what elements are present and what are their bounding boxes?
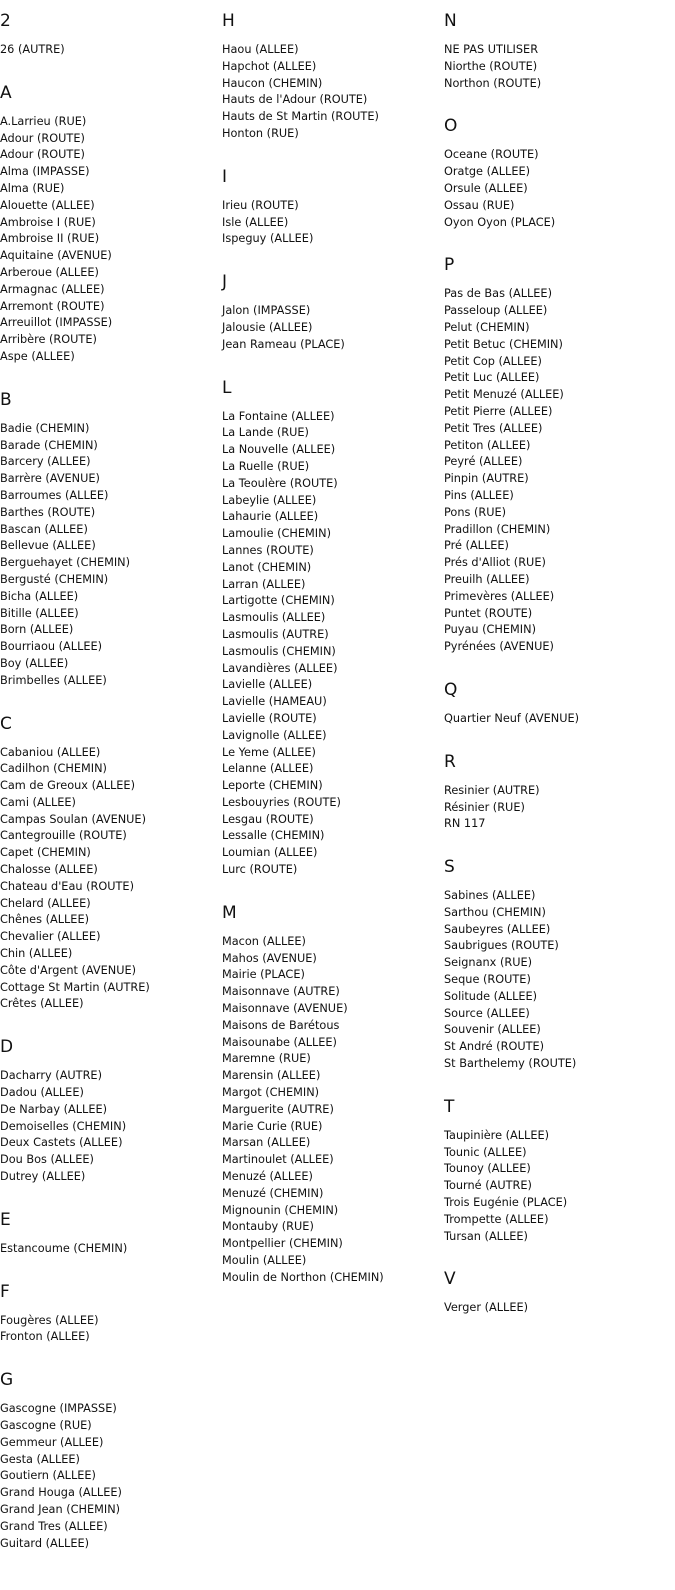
street-entry: Armagnac (ALLEE) (0, 282, 105, 296)
street-entry: Leporte (CHEMIN) (222, 779, 323, 793)
street-index-column-3 (444, 11, 674, 1341)
street-entry: Pons (RUE) (444, 505, 507, 519)
section-letter-heading: 2 (0, 11, 11, 31)
street-entry: La Nouvelle (ALLEE) (222, 443, 336, 457)
street-entry: Fougères (ALLEE) (0, 1313, 99, 1327)
street-entry: Tourné (AUTRE) (444, 1179, 532, 1193)
street-entry: Marsan (ALLEE) (222, 1136, 311, 1150)
street-entry: Fronton (ALLEE) (0, 1330, 90, 1344)
street-entry: Moulin de Northon (CHEMIN) (222, 1270, 384, 1284)
street-entry: Primevères (ALLEE) (444, 589, 555, 603)
street-entry: Lurc (ROUTE) (222, 863, 298, 877)
street-entry: Larran (ALLEE) (222, 577, 306, 591)
street-entry: Gesta (ALLEE) (0, 1452, 80, 1466)
street-entry: Hauts de St Martin (ROUTE) (222, 110, 379, 124)
street-entry: Hapchot (ALLEE) (222, 59, 317, 73)
street-entry: Isle (ALLEE) (222, 215, 289, 229)
street-entry: Arberoue (ALLEE) (0, 265, 99, 279)
street-entry: Sabines (ALLEE) (444, 889, 536, 903)
street-entry: Bascan (ALLEE) (0, 522, 88, 536)
street-entry: Dou Bos (ALLEE) (0, 1153, 94, 1167)
street-entry: A.Larrieu (RUE) (0, 114, 87, 128)
letter-section (222, 272, 437, 353)
street-entry: Boy (ALLEE) (0, 656, 69, 670)
street-entry: Sarthou (CHEMIN) (444, 905, 546, 919)
street-entry: 26 (AUTRE) (0, 43, 65, 56)
street-entry: Pinpin (AUTRE) (444, 472, 529, 486)
street-entry: Honton (RUE) (222, 126, 299, 140)
letter-section (0, 1282, 215, 1347)
section-letter-heading: M (222, 902, 237, 923)
street-entry: Ossau (RUE) (444, 198, 515, 212)
street-entry: La Lande (RUE) (222, 426, 309, 440)
street-entry: Marguerite (AUTRE) (222, 1102, 334, 1116)
street-entry: Lelanne (ALLEE) (222, 762, 314, 776)
street-entry: Arreuillot (IMPASSE) (0, 316, 113, 330)
letter-section (444, 1269, 674, 1317)
street-entry: Alma (RUE) (0, 181, 65, 195)
section-letter-heading: C (0, 713, 12, 734)
section-letter-heading: N (444, 11, 457, 31)
street-entry: La Teoulère (ROUTE) (222, 476, 338, 490)
street-entry: Mahos (AVENUE) (222, 951, 317, 965)
street-entry: Tounoy (ALLEE) (444, 1162, 531, 1176)
street-entry: Dutrey (ALLEE) (0, 1170, 86, 1184)
street-entry: Haou (ALLEE) (222, 43, 299, 56)
street-entry: Lasmoulis (CHEMIN) (222, 644, 336, 658)
section-letter-heading: F (0, 1281, 10, 1302)
street-entry: Trompette (ALLEE) (444, 1212, 549, 1226)
section-letter-heading: R (444, 751, 456, 772)
street-entry: Labeylie (ALLEE) (222, 493, 317, 507)
street-entry: Alouette (ALLEE) (0, 198, 95, 212)
street-entry: Ambroise I (RUE) (0, 215, 96, 229)
street-entry: Badie (CHEMIN) (0, 421, 90, 435)
street-entry: Resinier (AUTRE) (444, 783, 540, 797)
section-letter-heading: S (444, 857, 455, 878)
street-entry: Chateau d'Eau (ROUTE) (0, 879, 134, 893)
street-entry: Orsule (ALLEE) (444, 181, 528, 195)
letter-section (222, 378, 437, 879)
street-entry: Capet (CHEMIN) (0, 846, 91, 860)
street-entry: Deux Castets (ALLEE) (0, 1136, 123, 1150)
section-letter-heading: G (0, 1370, 14, 1391)
street-entry: Demoiselles (CHEMIN) (0, 1119, 127, 1133)
street-entry: Marensin (ALLEE) (222, 1069, 321, 1083)
street-index-column-1 (0, 11, 215, 1576)
street-entry: Résinier (RUE) (444, 800, 525, 814)
section-letter-heading: Q (444, 679, 458, 700)
street-entry: Maisounabe (ALLEE) (222, 1035, 337, 1049)
street-entry: Oceane (ROUTE) (444, 148, 539, 162)
section-letter-heading: V (444, 1269, 456, 1290)
street-entry: Taupinière (ALLEE) (444, 1128, 550, 1142)
street-entry: St Barthelemy (ROUTE) (444, 1057, 577, 1071)
section-letter-heading: E (0, 1209, 11, 1230)
street-entry: Dadou (ALLEE) (0, 1086, 84, 1100)
street-entry: RN 117 (444, 817, 486, 831)
street-entry: Saubrigues (ROUTE) (444, 939, 559, 953)
street-entry: Chelard (ALLEE) (0, 896, 91, 910)
street-entry: Niorthe (ROUTE) (444, 59, 538, 73)
street-entry: Lanot (CHEMIN) (222, 560, 312, 574)
street-entry: Northon (ROUTE) (444, 76, 542, 90)
street-entry: Pyrénées (AVENUE) (444, 640, 554, 654)
street-entry: Jalousie (ALLEE) (222, 320, 313, 334)
letter-section (444, 857, 674, 1073)
street-entry: Menuzé (ALLEE) (222, 1170, 313, 1184)
street-entry: Lartigotte (CHEMIN) (222, 594, 335, 608)
street-entry: Seque (ROUTE) (444, 973, 531, 987)
street-entry: Pelut (CHEMIN) (444, 320, 530, 334)
section-letter-heading: I (222, 166, 228, 187)
street-entry: Jean Rameau (PLACE) (222, 337, 345, 351)
street-entry: Le Yeme (ALLEE) (222, 745, 316, 759)
street-entry: Cadilhon (CHEMIN) (0, 762, 107, 776)
street-entry: Lavielle (HAMEAU) (222, 695, 327, 709)
street-entry: Hauts de l'Adour (ROUTE) (222, 93, 368, 107)
section-letter-heading: T (444, 1096, 455, 1117)
street-entry: Bellevue (ALLEE) (0, 539, 96, 553)
street-entry: Mairie (PLACE) (222, 968, 305, 982)
street-entry: Crêtes (ALLEE) (0, 997, 84, 1011)
street-entry: Quartier Neuf (AVENUE) (444, 711, 580, 725)
street-entry: Prés d'Alliot (RUE) (444, 556, 546, 570)
section-letter-heading: J (222, 272, 228, 293)
street-entry: Bicha (ALLEE) (0, 589, 79, 603)
street-entry: Lesgau (ROUTE) (222, 812, 314, 826)
street-entry: Souvenir (ALLEE) (444, 1023, 541, 1037)
street-entry: Ispeguy (ALLEE) (222, 232, 314, 246)
street-entry: La Ruelle (RUE) (222, 459, 310, 473)
street-entry: Barroumes (ALLEE) (0, 488, 109, 502)
street-entry: Grand Houga (ALLEE) (0, 1486, 122, 1500)
section-letter-heading: D (0, 1037, 14, 1058)
section-letter-heading: O (444, 116, 458, 137)
street-entry: Lavielle (ROUTE) (222, 711, 317, 725)
street-entry: Adour (ROUTE) (0, 148, 85, 162)
letter-section (444, 752, 674, 833)
street-entry: Montauby (RUE) (222, 1220, 314, 1234)
street-entry: Cabaniou (ALLEE) (0, 745, 101, 759)
section-letter-heading: B (0, 389, 12, 410)
street-entry: Aquitaine (AVENUE) (0, 249, 112, 263)
street-entry: Puntet (ROUTE) (444, 606, 533, 620)
street-entry: Mignounin (CHEMIN) (222, 1203, 339, 1217)
street-entry: Barcery (ALLEE) (0, 455, 91, 469)
street-entry: Alma (IMPASSE) (0, 165, 90, 179)
street-entry: Puyau (CHEMIN) (444, 623, 536, 637)
street-entry: Gemmeur (ALLEE) (0, 1435, 104, 1449)
street-entry: Petit Betuc (CHEMIN) (444, 337, 563, 351)
street-entry: Born (ALLEE) (0, 623, 74, 637)
street-entry: Maisons de Barétous (222, 1018, 340, 1032)
street-entry: Cam de Greoux (ALLEE) (0, 779, 135, 793)
street-entry: Source (ALLEE) (444, 1006, 530, 1020)
letter-section (0, 714, 215, 1014)
street-entry: Marie Curie (RUE) (222, 1119, 323, 1133)
street-entry: Pré (ALLEE) (444, 539, 509, 553)
street-entry: Gascogne (RUE) (0, 1419, 92, 1433)
street-entry: Chevalier (ALLEE) (0, 930, 101, 944)
street-entry: Lasmoulis (ALLEE) (222, 611, 326, 625)
street-entry: Lessalle (CHEMIN) (222, 829, 325, 843)
street-entry: Seignanx (RUE) (444, 956, 533, 970)
street-entry: Lesbouyries (ROUTE) (222, 795, 341, 809)
street-entry: Petit Pierre (ALLEE) (444, 404, 553, 418)
street-entry: NE PAS UTILISER (444, 43, 539, 56)
street-entry: Grand Jean (CHEMIN) (0, 1503, 121, 1516)
letter-section (444, 680, 674, 728)
street-entry: Lamoulie (CHEMIN) (222, 527, 331, 541)
street-entry: St André (ROUTE) (444, 1040, 545, 1054)
street-entry: Petit Luc (ALLEE) (444, 371, 540, 385)
letter-section (444, 255, 674, 656)
street-entry: Bourriaou (ALLEE) (0, 640, 103, 654)
street-entry: Oratge (ALLEE) (444, 165, 531, 179)
letter-section (444, 116, 674, 231)
street-entry: Campas Soulan (AVENUE) (0, 812, 146, 826)
letter-section (444, 11, 674, 92)
street-entry: Barrère (AVENUE) (0, 472, 100, 486)
letter-section (222, 903, 437, 1287)
street-entry: Peyré (ALLEE) (444, 455, 523, 469)
street-entry: Gascogne (IMPASSE) (0, 1402, 117, 1416)
street-entry: Verger (ALLEE) (444, 1301, 529, 1315)
section-letter-heading: A (0, 82, 12, 103)
street-entry: Estancoume (CHEMIN) (0, 1241, 128, 1255)
letter-section (0, 1370, 215, 1552)
street-entry: Ambroise II (RUE) (0, 232, 100, 246)
street-entry: Pins (ALLEE) (444, 488, 514, 502)
letter-section (444, 1097, 674, 1246)
letter-section (0, 83, 215, 366)
street-entry: Solitude (ALLEE) (444, 989, 538, 1003)
street-entry: Trois Eugénie (PLACE) (444, 1196, 568, 1210)
street-entry: Guitard (ALLEE) (0, 1536, 90, 1550)
street-entry: Cami (ALLEE) (0, 795, 76, 809)
street-entry: Chin (ALLEE) (0, 947, 73, 961)
street-entry: Macon (ALLEE) (222, 934, 306, 948)
street-entry: Preuilh (ALLEE) (444, 572, 530, 586)
street-entry: Petiton (ALLEE) (444, 438, 531, 452)
street-entry: Pradillon (CHEMIN) (444, 522, 551, 536)
street-entry: Chalosse (ALLEE) (0, 863, 98, 877)
street-entry: Dacharry (AUTRE) (0, 1069, 102, 1083)
street-entry: Oyon Oyon (PLACE) (444, 215, 556, 229)
street-entry: Aspe (ALLEE) (0, 349, 75, 363)
street-entry: Adour (ROUTE) (0, 131, 85, 145)
letter-section (0, 390, 215, 690)
section-letter-heading: P (444, 255, 455, 276)
street-entry: Chênes (ALLEE) (0, 913, 89, 927)
street-entry: Cottage St Martin (AUTRE) (0, 980, 150, 994)
street-entry: La Fontaine (ALLEE) (222, 409, 335, 423)
street-entry: Grand Tres (ALLEE) (0, 1519, 108, 1533)
street-entry: Tounic (ALLEE) (444, 1145, 527, 1159)
street-entry: Menuzé (CHEMIN) (222, 1186, 324, 1200)
street-entry: Brimbelles (ALLEE) (0, 673, 107, 687)
street-entry: Bitille (ALLEE) (0, 606, 79, 620)
street-entry: Petit Menuzé (ALLEE) (444, 388, 564, 402)
street-entry: Saubeyres (ALLEE) (444, 922, 551, 936)
street-entry: Lavandières (ALLEE) (222, 661, 338, 675)
street-entry: Pas de Bas (ALLEE) (444, 287, 552, 301)
street-entry: De Narbay (ALLEE) (0, 1102, 108, 1116)
street-entry: Haucon (CHEMIN) (222, 76, 323, 90)
letter-section (0, 1037, 215, 1186)
street-entry: Barthes (ROUTE) (0, 505, 96, 519)
street-entry: Martinoulet (ALLEE) (222, 1153, 334, 1167)
section-letter-heading: H (222, 11, 235, 31)
street-entry: Montpellier (CHEMIN) (222, 1237, 343, 1251)
street-entry: Barade (CHEMIN) (0, 438, 98, 452)
street-entry: Maisonnave (AVENUE) (222, 1002, 348, 1016)
street-entry: Arremont (ROUTE) (0, 299, 105, 313)
street-entry: Irieu (ROUTE) (222, 198, 299, 212)
street-entry: Maisonnave (AUTRE) (222, 985, 340, 999)
street-entry: Côte d'Argent (AVENUE) (0, 963, 137, 977)
street-entry: Moulin (ALLEE) (222, 1254, 307, 1268)
street-entry: Lannes (ROUTE) (222, 543, 314, 557)
street-entry: Tursan (ALLEE) (444, 1229, 528, 1243)
street-entry: Lavignolle (ALLEE) (222, 728, 327, 742)
letter-section (222, 167, 437, 248)
letter-section (222, 11, 437, 143)
section-letter-heading: L (222, 377, 232, 398)
street-entry: Lavielle (ALLEE) (222, 678, 313, 692)
street-entry: Bergusté (CHEMIN) (0, 572, 109, 586)
street-entry: Cantegrouille (ROUTE) (0, 829, 127, 843)
street-entry: Lasmoulis (AUTRE) (222, 627, 329, 641)
street-entry: Goutiern (ALLEE) (0, 1469, 96, 1483)
street-entry: Passeloup (ALLEE) (444, 304, 548, 318)
letter-section (0, 11, 215, 59)
letter-section (0, 1210, 215, 1258)
street-entry: Jalon (IMPASSE) (222, 304, 311, 318)
street-index-column-2 (222, 11, 437, 1311)
street-entry: Berguehayet (CHEMIN) (0, 556, 131, 570)
street-entry: Arribère (ROUTE) (0, 333, 97, 347)
street-entry: Petit Tres (ALLEE) (444, 421, 543, 435)
street-entry: Petit Cop (ALLEE) (444, 354, 542, 368)
street-entry: Maremne (RUE) (222, 1052, 311, 1066)
street-entry: Margot (CHEMIN) (222, 1086, 320, 1100)
street-entry: Loumian (ALLEE) (222, 846, 318, 860)
street-entry: Lahaurie (ALLEE) (222, 510, 319, 524)
